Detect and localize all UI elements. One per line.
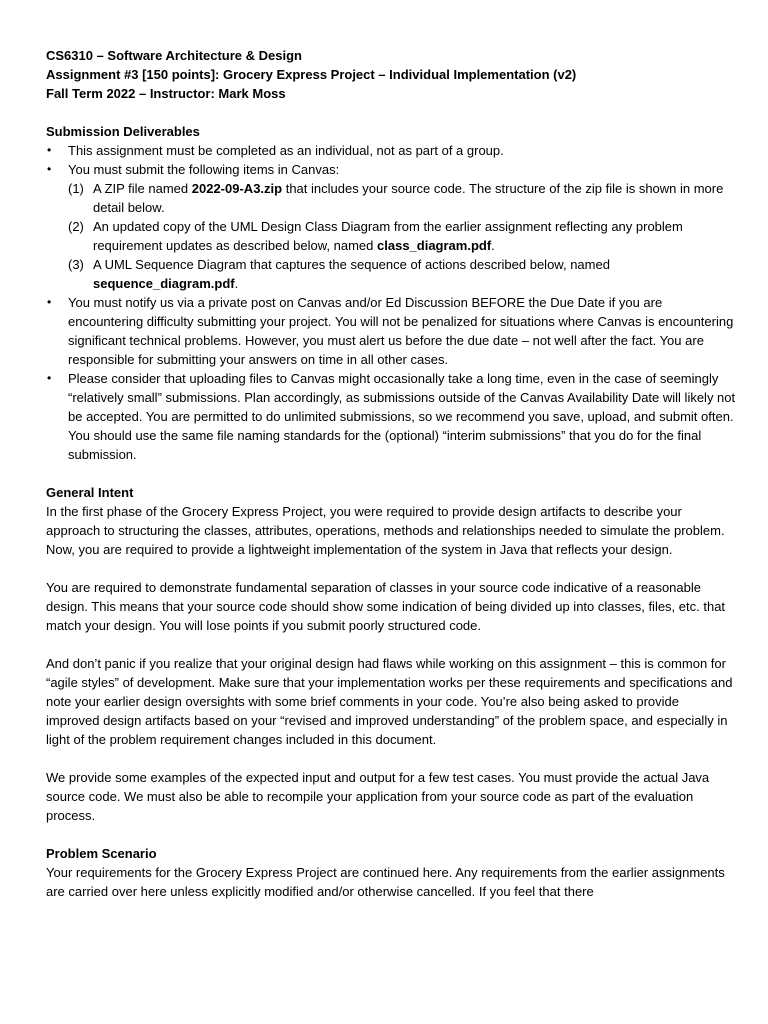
item-number: (1) (68, 181, 84, 196)
item-number: (3) (68, 257, 84, 272)
deliverables-list (46, 141, 736, 293)
general-intent-paragraph-4: We provide some examples of the expected input and output for a few test cases. You must provide the actual Java source code. We must also be able to recompile your application from your source code as part of the evaluation process. (46, 770, 710, 823)
deliverable-bullet-notify (46, 293, 736, 369)
bullet-glyph: • (47, 371, 52, 385)
item-text-pre: A UML Sequence Diagram that captures the sequence of actions described below, named (93, 257, 610, 272)
deliverable-bullet-upload (46, 369, 736, 464)
general-intent-paragraph-1: In the first phase of the Grocery Express Project, you were required to provide design artifacts to describe your approach to structuring the classes, attributes, operations, methods and relationships needed to simulate the problem. Now, you are required to provide a lightweight implementation of the system in Java that reflects your design. (46, 504, 725, 557)
item-text-post: that includes your source code. The structure of the zip file is shown in more detail below. (93, 181, 724, 215)
problem-scenario-paragraph-1: Your requirements for the Grocery Express Project are continued here. Any requirements from the earlier assignments are carried over here unless explicitly modified and/or otherwise cancelled. If you feel that there (46, 865, 725, 899)
course-title: CS6310 – Software Architecture & Design (46, 48, 302, 63)
submission-item-class-diagram (68, 217, 736, 255)
item-text-pre: A ZIP file named (93, 181, 192, 196)
submission-deliverables-heading: Submission Deliverables (46, 124, 200, 139)
item-text-pre: An updated copy of the UML Design Class Diagram from the earlier assignment reflecting any problem requirement updates as described below, named (93, 219, 683, 253)
problem-scenario-heading: Problem Scenario (46, 846, 157, 861)
deliverables-notes-list (46, 293, 736, 464)
general-intent-paragraph-3: And don’t panic if you realize that your original design had flaws while working on this assignment – this is common for “agile styles” of development. Make sure that your implementation works per these requirements and specifications and note your earlier design oversights with some brief comments in your code. You’re also being asked to provide improved design artifacts based on your “revised and improved understanding” of the problem space, and especially in light of the problem requirement changes included in this document. (46, 656, 733, 747)
bullet-glyph: • (47, 143, 52, 157)
zip-filename: 2022-09-A3.zip (191, 181, 283, 196)
bullet-text: Please consider that uploading files to Canvas might occasionally take a long time, even in the case of seemingly “relatively small” submissions. Plan accordingly, as submissions outside of the Canvas Availability Date will likely not be accepted. You are permitted to do unlimited submissions, so we recommend you save, upload, and submit often. You should use the same file naming standards for the (optional) “interim submissions” that you do for the final submission. (68, 371, 736, 462)
bullet-text: This assignment must be completed as an individual, not as part of a group. (68, 143, 504, 158)
assignment-title: Assignment #3 [150 points]: Grocery Express Project – Individual Implementation (v2) (46, 67, 577, 82)
bullet-glyph: • (47, 295, 52, 309)
document-header (46, 46, 736, 103)
bullet-text: You must submit the following items in Canvas: (68, 162, 340, 177)
item-text-post: . (234, 276, 239, 291)
document-page (46, 46, 736, 901)
submission-items-list (68, 179, 736, 293)
deliverable-bullet-submit-items (46, 160, 736, 293)
submission-item-zip (68, 179, 736, 217)
term-instructor: Fall Term 2022 – Instructor: Mark Moss (46, 86, 286, 101)
item-number: (2) (68, 219, 84, 234)
bullet-text: You must notify us via a private post on Canvas and/or Ed Discussion BEFORE the Due Date if you are encountering difficulty submitting your project. You will not be penalized for situations where Canvas is encountering significant technical problems. However, you must alert us before the due date – not well after the fact. You are responsible for submitting your answers on time in all other cases. (68, 295, 734, 367)
general-intent-paragraph-2: You are required to demonstrate fundamental separation of classes in your source code indicative of a reasonable design. This means that your source code should show some indication of being divided up into classes, files, etc. that match your design. You will lose points if you submit poorly structured code. (46, 580, 726, 633)
general-intent-heading: General Intent (46, 485, 134, 500)
class-diagram-filename: class_diagram.pdf (377, 238, 492, 253)
deliverable-bullet-individual (46, 141, 736, 160)
item-text-post: . (491, 238, 495, 253)
sequence-diagram-filename: sequence_diagram.pdf (93, 276, 235, 291)
bullet-glyph: • (47, 162, 52, 176)
submission-item-sequence-diagram (68, 255, 736, 293)
